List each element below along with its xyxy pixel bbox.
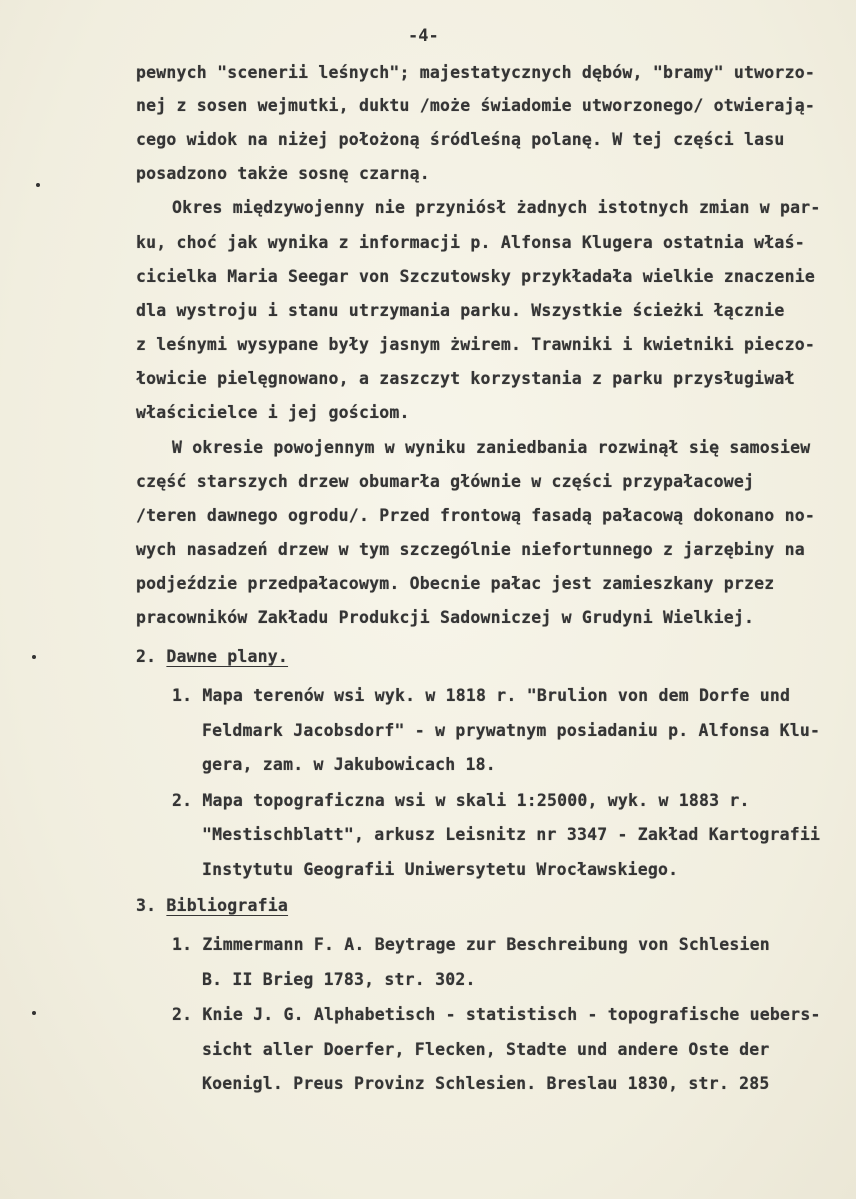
margin-mark (36, 183, 40, 187)
paragraph-3-line-4: wych nasadzeń drzew w tym szczególnie niefortunnego z jarzębiny na (136, 540, 805, 559)
section-2-item-1-line-3: gera, zam. w Jakubowicach 18. (202, 755, 496, 774)
section-3-item-2-line-2: sicht aller Doerfer, Flecken, Stadte und andere Oste der (202, 1040, 770, 1059)
paragraph-3-line-3: /teren dawnego ogrodu/. Przed frontową fasadą pałacową dokonano no- (136, 506, 815, 525)
section-2-item-2-line-1 (172, 791, 750, 810)
section-2-item-2-line-3: Instytutu Geografii Uniwersytetu Wrocławskiego. (202, 860, 679, 879)
section-2-heading (136, 647, 288, 666)
section-3-item-1-number: 1. (172, 935, 193, 954)
section-3-item-2-number: 2. (172, 1005, 193, 1024)
section-3-item-2-line-1 (172, 1005, 821, 1024)
paragraph-2-line-6: łowicie pielęgnowano, a zaszczyt korzystania z parku przysługiwał (136, 369, 795, 388)
paragraph-3-line-2: część starszych drzew obumarła głównie w części przypałacowej (136, 472, 755, 491)
section-3-item-1-line-2: B. II Brieg 1783, str. 302. (202, 970, 476, 989)
section-3-heading (136, 896, 288, 915)
paragraph-2-line-7: właścicielce i jej gościom. (136, 403, 410, 422)
section-3-number: 3. (136, 896, 157, 915)
paragraph-2-line-5: z leśnymi wysypane były jasnym żwirem. Trawniki i kwietniki pieczo- (136, 335, 815, 354)
margin-mark (32, 1011, 36, 1015)
paragraph-1-line-1: pewnych "scenerii leśnych"; majestatycznych dębów, "bramy" utworzo- (136, 63, 815, 82)
paragraph-1-line-4: posadzono także sosnę czarną. (136, 164, 430, 183)
section-3-item-1-line-1 (172, 935, 770, 954)
section-2-item-1-line-1 (172, 686, 790, 705)
paragraph-1-line-2: nej z sosen wejmutki, duktu /może świadomie utworzonego/ otwierają- (136, 96, 815, 115)
section-3-item-1-text-1: Zimmermann F. A. Beytrage zur Beschreibung von Schlesien (202, 935, 770, 954)
paragraph-3-line-1: W okresie powojennym w wyniku zaniedbania rozwinął się samosiew (172, 438, 811, 457)
section-2-number: 2. (136, 647, 157, 666)
section-2-item-2-number: 2. (172, 791, 193, 810)
section-2-item-1-text-1: Mapa terenów wsi wyk. w 1818 r. "Brulion von dem Dorfe und (202, 686, 791, 705)
paragraph-2-line-3: cicielka Maria Seegar von Szczutowsky przykładała wielkie znaczenie (136, 267, 815, 286)
section-3-item-2-text-1: Knie J. G. Alphabetisch - statistisch - topografische uebers- (202, 1005, 821, 1024)
paragraph-2-line-1: Okres międzywojenny nie przyniósł żadnych istotnych zmian w par- (172, 198, 821, 217)
paragraph-2-line-2: ku, choć jak wynika z informacji p. Alfonsa Klugera ostatnia właś- (136, 233, 805, 252)
paragraph-3-line-6: pracowników Zakładu Produkcji Sadowniczej w Grudyni Wielkiej. (136, 608, 755, 627)
section-3-title: Bibliografia (166, 896, 289, 915)
paragraph-1-line-3: cego widok na niżej położoną śródleśną polanę. W tej części lasu (136, 130, 785, 149)
paragraph-3-line-5: podjeździe przedpałacowym. Obecnie pałac jest zamieszkany przez (136, 574, 775, 593)
margin-mark (32, 655, 36, 659)
section-2-title: Dawne plany. (166, 647, 289, 666)
section-2-item-1-number: 1. (172, 686, 193, 705)
section-2-item-2-line-2: "Mestischblatt", arkusz Leisnitz nr 3347 - Zakład Kartografii (202, 825, 821, 844)
paragraph-2-line-4: dla wystroju i stanu utrzymania parku. Wszystkie ścieżki łącznie (136, 301, 785, 320)
section-2-item-1-line-2: Feldmark Jacobsdorf" - w prywatnym posiadaniu p. Alfonsa Klu- (202, 721, 821, 740)
section-2-item-2-text-1: Mapa topograficzna wsi w skali 1:25000, wyk. w 1883 r. (202, 791, 750, 810)
section-3-item-2-line-3: Koenigl. Preus Provinz Schlesien. Breslau 1830, str. 285 (202, 1074, 770, 1093)
page-number: -4- (408, 26, 439, 46)
